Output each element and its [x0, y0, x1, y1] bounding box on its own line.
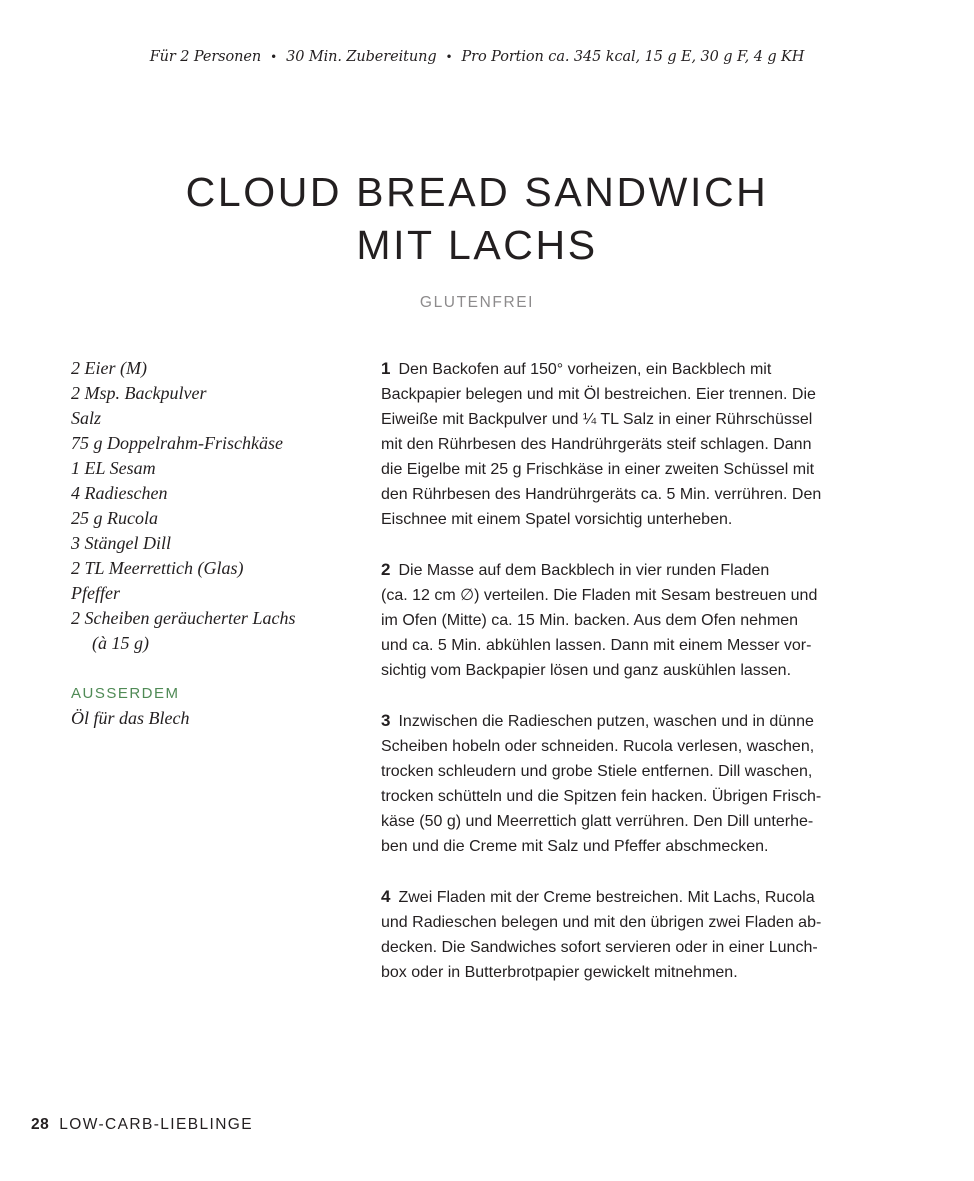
bullet-separator: • — [270, 50, 278, 64]
ingredient-item-continuation: (à 15 g) — [92, 633, 149, 653]
ingredient-item: 75 g Doppelrahm-Frischkäse — [71, 433, 283, 453]
step-line — [381, 708, 881, 734]
bullet-separator: • — [445, 50, 453, 64]
recipe-meta-line — [0, 49, 954, 65]
step-4 — [381, 884, 881, 985]
step-line: Scheiben hobeln oder schneiden. Rucola verlesen, waschen, — [381, 738, 815, 755]
step-number: 3 — [381, 711, 391, 730]
step-text: Den Backofen auf 150° vorheizen, ein Backblech mit — [398, 361, 772, 378]
ingredient-item: 1 EL Sesam — [71, 458, 156, 478]
ingredient-item: 25 g Rucola — [71, 508, 158, 528]
step-line: die Eigelbe mit 25 g Frischkäse in einer zweiten Schüssel mit — [381, 461, 815, 478]
step-text: Zwei Fladen mit der Creme bestreichen. Mit Lachs, Rucola — [398, 889, 815, 906]
prep-time-text: 30 Min. Zubereitung — [286, 49, 437, 65]
extra-ingredients-heading: AUSSERDEM — [71, 685, 180, 702]
step-line: im Ofen (Mitte) ca. 15 Min. backen. Aus dem Ofen nehmen — [381, 612, 799, 629]
ingredient-item: 3 Stängel Dill — [71, 533, 171, 553]
step-line: Eischnee mit einem Spatel vorsichtig unterheben. — [381, 511, 733, 528]
step-2 — [381, 557, 881, 683]
step-line: trocken schleudern und grobe Stiele entfernen. Dill waschen, — [381, 763, 813, 780]
step-number: 2 — [381, 560, 391, 579]
page-footer — [31, 1116, 253, 1134]
step-text: Die Masse auf dem Backblech in vier runden Fladen — [398, 562, 770, 579]
step-line — [381, 884, 881, 910]
ingredient-item: 4 Radieschen — [71, 483, 168, 503]
ingredient-item: 2 Msp. Backpulver — [71, 383, 207, 403]
step-line: und Radieschen belegen und mit den übrigen zwei Fladen ab- — [381, 914, 822, 931]
nutrition-text: Pro Portion ca. 345 kcal, 15 g E, 30 g F, 4 g KH — [461, 49, 805, 65]
step-line: käse (50 g) und Meerrettich glatt verrühren. Den Dill unterhe- — [381, 813, 814, 830]
step-line: Eiweiße mit Backpulver und ¼ TL Salz in einer Rührschüssel — [381, 411, 813, 428]
step-line: Backpapier belegen und mit Öl bestreichen. Eier trennen. Die — [381, 386, 816, 403]
step-line: ben und die Creme mit Salz und Pfeffer abschmecken. — [381, 838, 769, 855]
step-line: und ca. 5 Min. abkühlen lassen. Dann mit einem Messer vor- — [381, 637, 812, 654]
ingredient-item: Pfeffer — [71, 583, 120, 603]
ingredient-item: 2 Eier (M) — [71, 358, 147, 378]
ingredient-item: Salz — [71, 408, 102, 428]
step-line: mit den Rührbesen des Handrührgeräts steif schlagen. Dann — [381, 436, 812, 453]
step-number: 1 — [381, 359, 391, 378]
step-line: (ca. 12 cm ∅) verteilen. Die Fladen mit Sesam bestreuen und — [381, 587, 818, 604]
servings-text: Für 2 Personen — [149, 49, 262, 65]
recipe-title-line-2: MIT LACHS — [356, 222, 598, 268]
step-line: trocken schütteln und die Spitzen fein hacken. Übrigen Frisch- — [381, 788, 822, 805]
step-line: den Rührbesen des Handrührgeräts ca. 5 Min. verrühren. Den — [381, 486, 822, 503]
ingredient-item: 2 Scheiben geräucherter Lachs — [71, 608, 296, 628]
step-line: sichtig vom Backpapier lösen und ganz auskühlen lassen. — [381, 662, 792, 679]
step-line — [381, 356, 881, 382]
extra-ingredient-item: Öl für das Blech — [71, 708, 190, 728]
step-line: box oder in Butterbrotpapier gewickelt mitnehmen. — [381, 964, 738, 981]
diet-label: GLUTENFREI — [419, 294, 535, 311]
step-3 — [381, 708, 881, 859]
ingredient-item: 2 TL Meerrettich (Glas) — [71, 558, 244, 578]
instructions — [381, 356, 881, 1010]
book-title: LOW-CARB-LIEBLINGE — [59, 1116, 253, 1133]
step-line: decken. Die Sandwiches sofort servieren oder in einer Lunch- — [381, 939, 818, 956]
step-1 — [381, 356, 881, 532]
page-number: 28 — [31, 1116, 50, 1133]
step-line — [381, 557, 881, 583]
recipe-title-line-1: CLOUD BREAD SANDWICH — [185, 169, 769, 215]
step-number: 4 — [381, 887, 391, 906]
ingredients-list — [71, 356, 351, 731]
step-text: Inzwischen die Radieschen putzen, waschen und in dünne — [398, 713, 814, 730]
recipe-title — [0, 166, 954, 272]
